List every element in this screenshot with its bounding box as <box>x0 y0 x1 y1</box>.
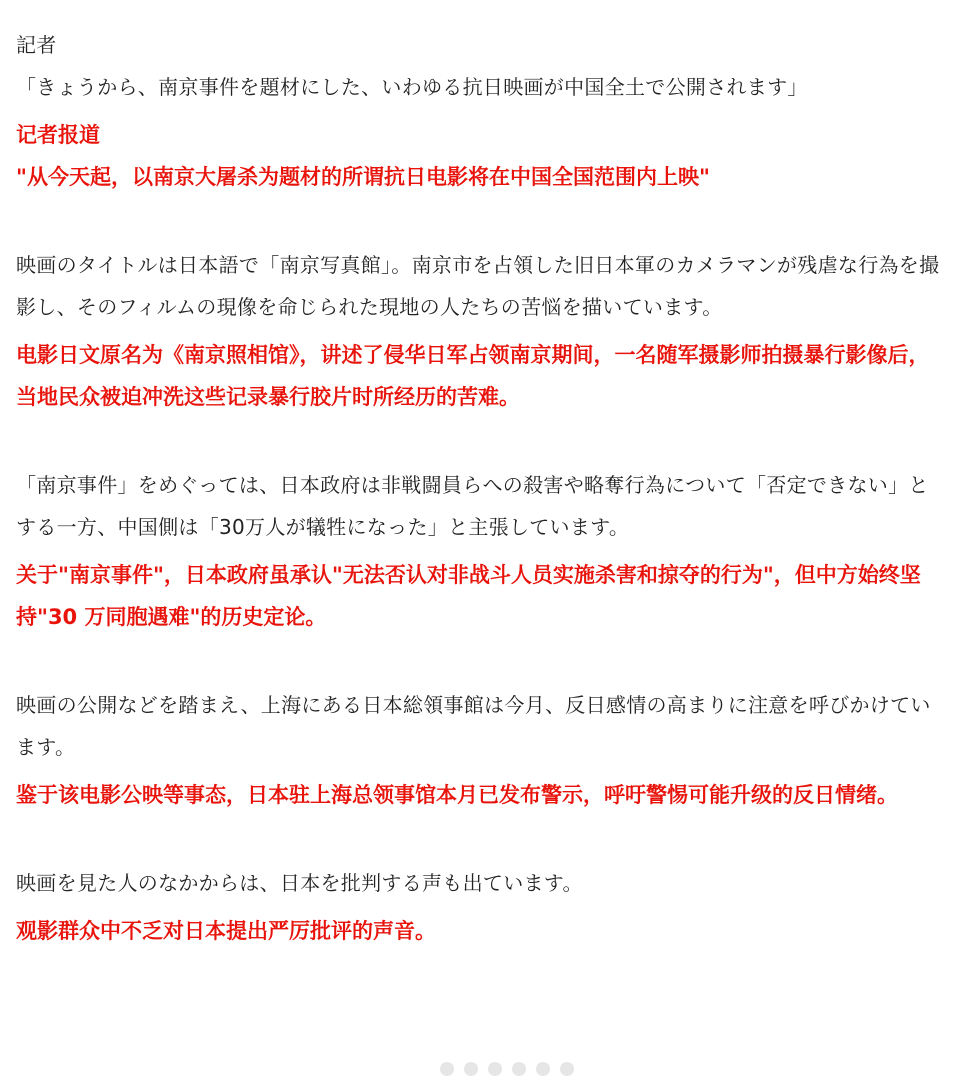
watermark-dot <box>464 1062 478 1076</box>
watermark-dot <box>512 1062 526 1076</box>
paragraph-gap <box>16 638 960 684</box>
chinese-translation: 电影日文原名为《南京照相馆》，讲述了侵华日军占领南京期间，一名随军摄影师拍摄暴行影像后，当地民众被迫冲洗这些记录暴行胶片时所经历的苦难。 <box>16 343 930 409</box>
section-3 <box>16 464 960 638</box>
paragraph-gap <box>16 816 960 862</box>
section-5 <box>16 862 960 952</box>
chinese-speaker-label: 记者报道 <box>16 123 100 147</box>
japanese-paragraph: 映画の公開などを踏まえ、上海にある日本総領事館は今月、反日感情の高まりに注意を呼びかけています。 <box>16 693 931 759</box>
chinese-quote: "从今天起，以南京大屠杀为题材的所谓抗日电影将在中国全国范围内上映" <box>16 165 710 189</box>
paragraph-gap <box>16 198 960 244</box>
watermark <box>374 1056 574 1082</box>
japanese-paragraph: 「南京事件」をめぐっては、日本政府は非戦闘員らへの殺害や略奪行為について「否定できない」とする一方、中国側は「30万人が犠牲になった」と主張しています。 <box>16 473 929 539</box>
chinese-translation: 观影群众中不乏对日本提出严厉批评的声音。 <box>16 919 436 943</box>
section-2 <box>16 244 960 418</box>
chinese-translation: 关于"南京事件"，日本政府虽承认"无法否认对非战斗人员实施杀害和掠夺的行为"，但中方始终坚持"30 万同胞遇难"的历史定论。 <box>16 563 921 629</box>
watermark-dot <box>488 1062 502 1076</box>
chinese-translation: 鉴于该电影公映等事态，日本驻上海总领事馆本月已发布警示，呼吁警惕可能升级的反日情绪。 <box>16 783 898 807</box>
watermark-dot <box>560 1062 574 1076</box>
section-4 <box>16 684 960 816</box>
japanese-speaker-label: 記者 <box>16 33 57 57</box>
section-1 <box>16 24 960 198</box>
japanese-paragraph: 映画のタイトルは日本語で「南京写真館」。南京市を占領した旧日本軍のカメラマンが残虐な行為を撮影し、そのフィルムの現像を命じられた現地の人たちの苦悩を描いています。 <box>16 253 940 319</box>
watermark-dot <box>440 1062 454 1076</box>
paragraph-gap <box>16 418 960 464</box>
japanese-quote: 「きょうから、南京事件を題材にした、いわゆる抗日映画が中国全土で公開されます」 <box>16 75 808 99</box>
japanese-paragraph: 映画を見た人のなかからは、日本を批判する声も出ています。 <box>16 871 583 895</box>
watermark-dot <box>536 1062 550 1076</box>
